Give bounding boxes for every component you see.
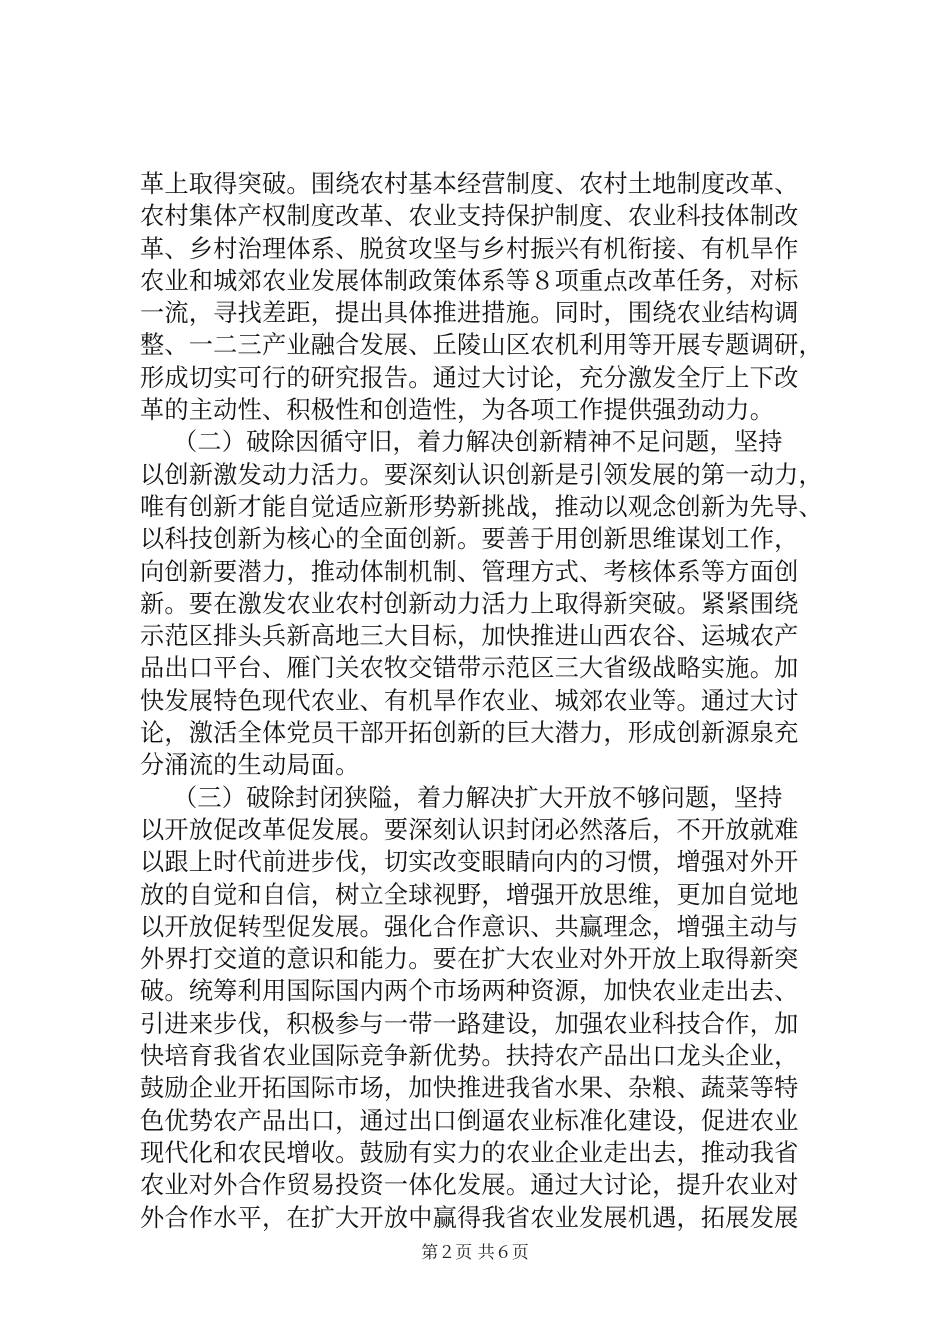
- text-line: 以开放促转型促发展。强化合作意识、共赢理念，增强主动与: [140, 912, 799, 941]
- text-line: 以跟上时代前进步伐，切实改变眼睛向内的习惯，增强对外开: [140, 848, 799, 877]
- text-line: 形成切实可行的研究报告。通过大讨论，充分激发全厅上下改: [140, 363, 799, 392]
- text-line: 快发展特色现代农业、有机旱作农业、城郊农业等。通过大讨: [140, 686, 799, 715]
- text-line: 革、乡村治理体系、脱贫攻坚与乡村振兴有机衔接、有机旱作: [140, 234, 799, 263]
- text-line: 破。统筹利用国际国内两个市场两种资源，加快农业走出去、: [140, 977, 799, 1006]
- text-line: 农村集体产权制度改革、农业支持保护制度、农业科技体制改: [140, 202, 799, 231]
- text-line: 鼓励企业开拓国际市场，加快推进我省水果、杂粮、蔬菜等特: [140, 1074, 799, 1103]
- text-line: 快培育我省农业国际竞争新优势。扶持农产品出口龙头企业，: [140, 1042, 799, 1071]
- text-line: 外界打交道的意识和能力。要在扩大农业对外开放上取得新突: [140, 945, 799, 974]
- text-line: （三）破除封闭狭隘，着力解决扩大开放不够问题，坚持: [173, 783, 783, 812]
- text-line: 以科技创新为核心的全面创新。要善于用创新思维谋划工作，: [140, 525, 799, 554]
- text-line: 整、一二三产业融合发展、丘陵山区农机利用等开展专题调研，: [140, 331, 823, 360]
- body-text: [140, 168, 830, 1234]
- text-line: 以开放促改革促发展。要深刻认识封闭必然落后，不开放就难: [140, 815, 799, 844]
- text-line: 新。要在激发农业农村创新动力活力上取得新突破。紧紧围绕: [140, 589, 799, 618]
- text-line: 革的主动性、积极性和创造性，为各项工作提供强劲动力。: [140, 396, 775, 425]
- text-line: 唯有创新才能自觉适应新形势新挑战，推动以观念创新为先导、: [140, 492, 823, 521]
- text-line: 一流，寻找差距，提出具体推进措施。同时，围绕农业结构调: [140, 299, 799, 328]
- text-line: 品出口平台、雁门关农牧交错带示范区三大省级战略实施。加: [140, 654, 799, 683]
- text-line: 示范区排头兵新高地三大目标，加快推进山西农谷、运城农产: [140, 622, 799, 651]
- page-number-footer: 第２页 共６页: [421, 1243, 529, 1263]
- text-line: 引进来步伐，积极参与一带一路建设，加强农业科技合作，加: [140, 1009, 799, 1038]
- text-line: 外合作水平，在扩大开放中赢得我省农业发展机遇，拓展发展: [140, 1203, 799, 1232]
- text-line: 向创新要潜力，推动体制机制、管理方式、考核体系等方面创: [140, 557, 799, 586]
- text-line: 农业对外合作贸易投资一体化发展。通过大讨论，提升农业对: [140, 1171, 799, 1200]
- text-line: 以创新激发动力活力。要深刻认识创新是引领发展的第一动力，: [140, 460, 823, 489]
- text-line: 革上取得突破。围绕农村基本经营制度、农村土地制度改革、: [140, 170, 799, 198]
- text-line: 色优势农产品出口，通过出口倒逼农业标准化建设，促进农业: [140, 1106, 799, 1135]
- text-line: 放的自觉和自信，树立全球视野，增强开放思维，更加自觉地: [140, 880, 799, 909]
- text-line: 论，激活全体党员干部开拓创新的巨大潜力，形成创新源泉充: [140, 719, 799, 748]
- text-line: 现代化和农民增收。鼓励有实力的农业企业走出去，推动我省: [140, 1138, 799, 1167]
- text-line: 农业和城郊农业发展体制政策体系等８项重点改革任务，对标: [140, 266, 799, 295]
- text-line: （二）破除因循守旧，着力解决创新精神不足问题，坚持: [173, 428, 783, 457]
- text-line: 分涌流的生动局面。: [140, 751, 360, 780]
